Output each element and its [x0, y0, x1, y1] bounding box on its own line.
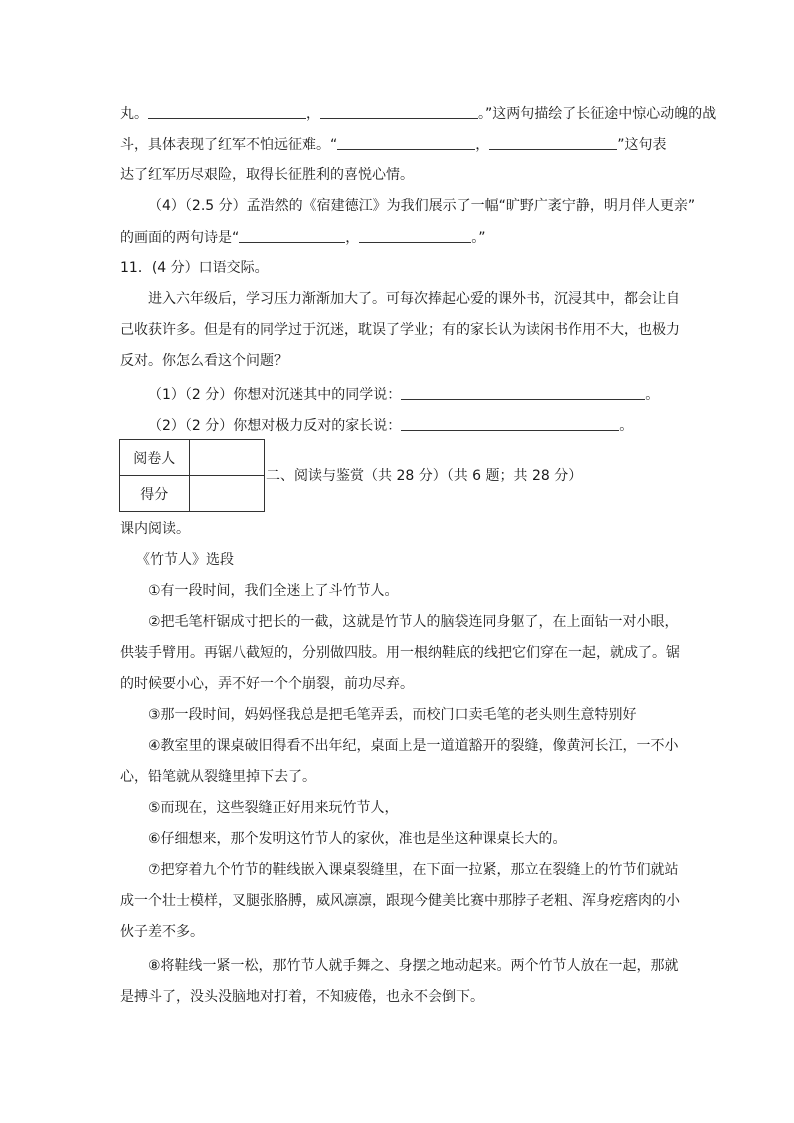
passage-line: ⑦把穿着九个竹节的鞋线嵌入课桌裂缝里，在下面一拉紧，那立在裂缝上的竹节们就站 — [148, 862, 679, 878]
answer-blank[interactable] — [148, 103, 306, 119]
score-table — [119, 439, 265, 512]
passage-line: 心，铅笔就从裂缝里掉下去了。 — [120, 769, 316, 785]
answer-blank[interactable] — [489, 134, 617, 150]
score-cell[interactable] — [189, 476, 264, 512]
q11-sub-1 — [148, 384, 659, 405]
q10-part4-line-2 — [120, 227, 486, 248]
answer-blank[interactable] — [359, 227, 471, 243]
q11-intro-line-3: 反对。你怎么看这个问题？ — [120, 353, 288, 369]
passage-line: ④教室里的课桌破旧得看不出年纪，桌面上是一道道豁开的裂缝，像黄河长江，一不小 — [148, 738, 679, 754]
q10-text: 。”这两句描绘了长征途中惊心动魄的战 — [478, 106, 717, 122]
answer-blank[interactable] — [401, 415, 619, 431]
section-subheading: 课内阅读。 — [120, 521, 190, 537]
section-heading: 二、阅读与鉴赏（共 28 分）（共 6 题；共 28 分） — [266, 468, 583, 484]
passage-line: 成一个壮士模样，叉腿张胳膊，威风凛凛，跟现今健美比赛中那脖子老粗、浑身疙瘩肉的小 — [120, 893, 680, 909]
answer-blank[interactable] — [401, 384, 645, 400]
passage-line: 的时候要小心，弄不好一个个崩裂，前功尽弃。 — [120, 676, 414, 692]
q11-intro-line-1: 进入六年级后，学习压力渐渐加大了。可每次捧起心爱的课外书，沉浸其中，都会让自 — [148, 291, 680, 307]
answer-blank[interactable] — [320, 103, 478, 119]
q10-line-1 — [120, 103, 716, 124]
q10-text: ， — [475, 137, 490, 153]
passage-line: ⑧将鞋线一紧一松，那竹节人就手舞之、身摆之地动起来。两个竹节人放在一起，那就 — [148, 958, 679, 974]
passage-title: 《竹节人》选段 — [136, 552, 234, 568]
passage-line: 是搏斗了，没头没脑地对打着，不知疲倦，也永不会倒下。 — [120, 989, 484, 1005]
q10-text: ， — [345, 230, 360, 246]
q11-text: 。 — [645, 387, 660, 403]
q10-part4-line-1: （4）（2.5 分）孟浩然的《宿建德江》为我们展示了一幅“旷野广袤宁静，明月伴人更亲” — [148, 198, 696, 214]
q10-text: 丸。 — [120, 106, 148, 122]
q10-text: ， — [306, 106, 320, 122]
passage-line: ③那一段时间，妈妈怪我总是把毛笔弄丢，而校门口卖毛笔的老头则生意特别好 — [148, 707, 637, 723]
q11-intro-line-2: 己收获许多。但是有的同学过于沉迷，耽误了学业；有的家长认为读闲书作用不大，也极力 — [120, 322, 680, 338]
q11-title: 11．(4 分）口语交际。 — [120, 260, 269, 276]
passage-line: ②把毛笔杆锯成寸把长的一截，这就是竹节人的脑袋连同身躯了，在上面钻一对小眼， — [148, 614, 679, 630]
q11-text: （2）（2 分）你想对极力反对的家长说： — [148, 418, 402, 434]
answer-blank[interactable] — [337, 134, 475, 150]
q11-text: （1）（2 分）你想对沉迷其中的同学说： — [148, 387, 402, 403]
reviewer-label: 阅卷人 — [120, 440, 190, 476]
score-label: 得分 — [120, 476, 190, 512]
passage-line: ①有一段时间，我们全迷上了斗竹节人。 — [148, 583, 399, 599]
passage-line: ⑤而现在，这些裂缝正好用来玩竹节人， — [148, 800, 399, 816]
q10-text: 的画面的两句诗是“ — [120, 230, 240, 246]
q11-sub-2 — [148, 415, 633, 436]
q10-text: 斗，具体表现了红军不怕远征难。“ — [120, 137, 338, 153]
passage-line: ⑥仔细想来，那个发明这竹节人的家伙，准也是坐这种课桌长大的。 — [148, 831, 567, 847]
q10-line-3: 达了红军历尽艰险，取得长征胜利的喜悦心情。 — [120, 167, 414, 183]
q10-text: ”这句表 — [617, 137, 667, 153]
q10-text: 。” — [471, 230, 486, 246]
q10-line-2 — [120, 134, 667, 155]
q11-text: 。 — [619, 418, 634, 434]
passage-line: 伙子差不多。 — [120, 924, 204, 940]
reviewer-cell[interactable] — [189, 440, 264, 476]
passage-line: 供装手臂用。再锯八截短的，分别做四肢。用一根纳鞋底的线把它们穿在一起，就成了。锯 — [120, 645, 680, 661]
answer-blank[interactable] — [239, 227, 345, 243]
